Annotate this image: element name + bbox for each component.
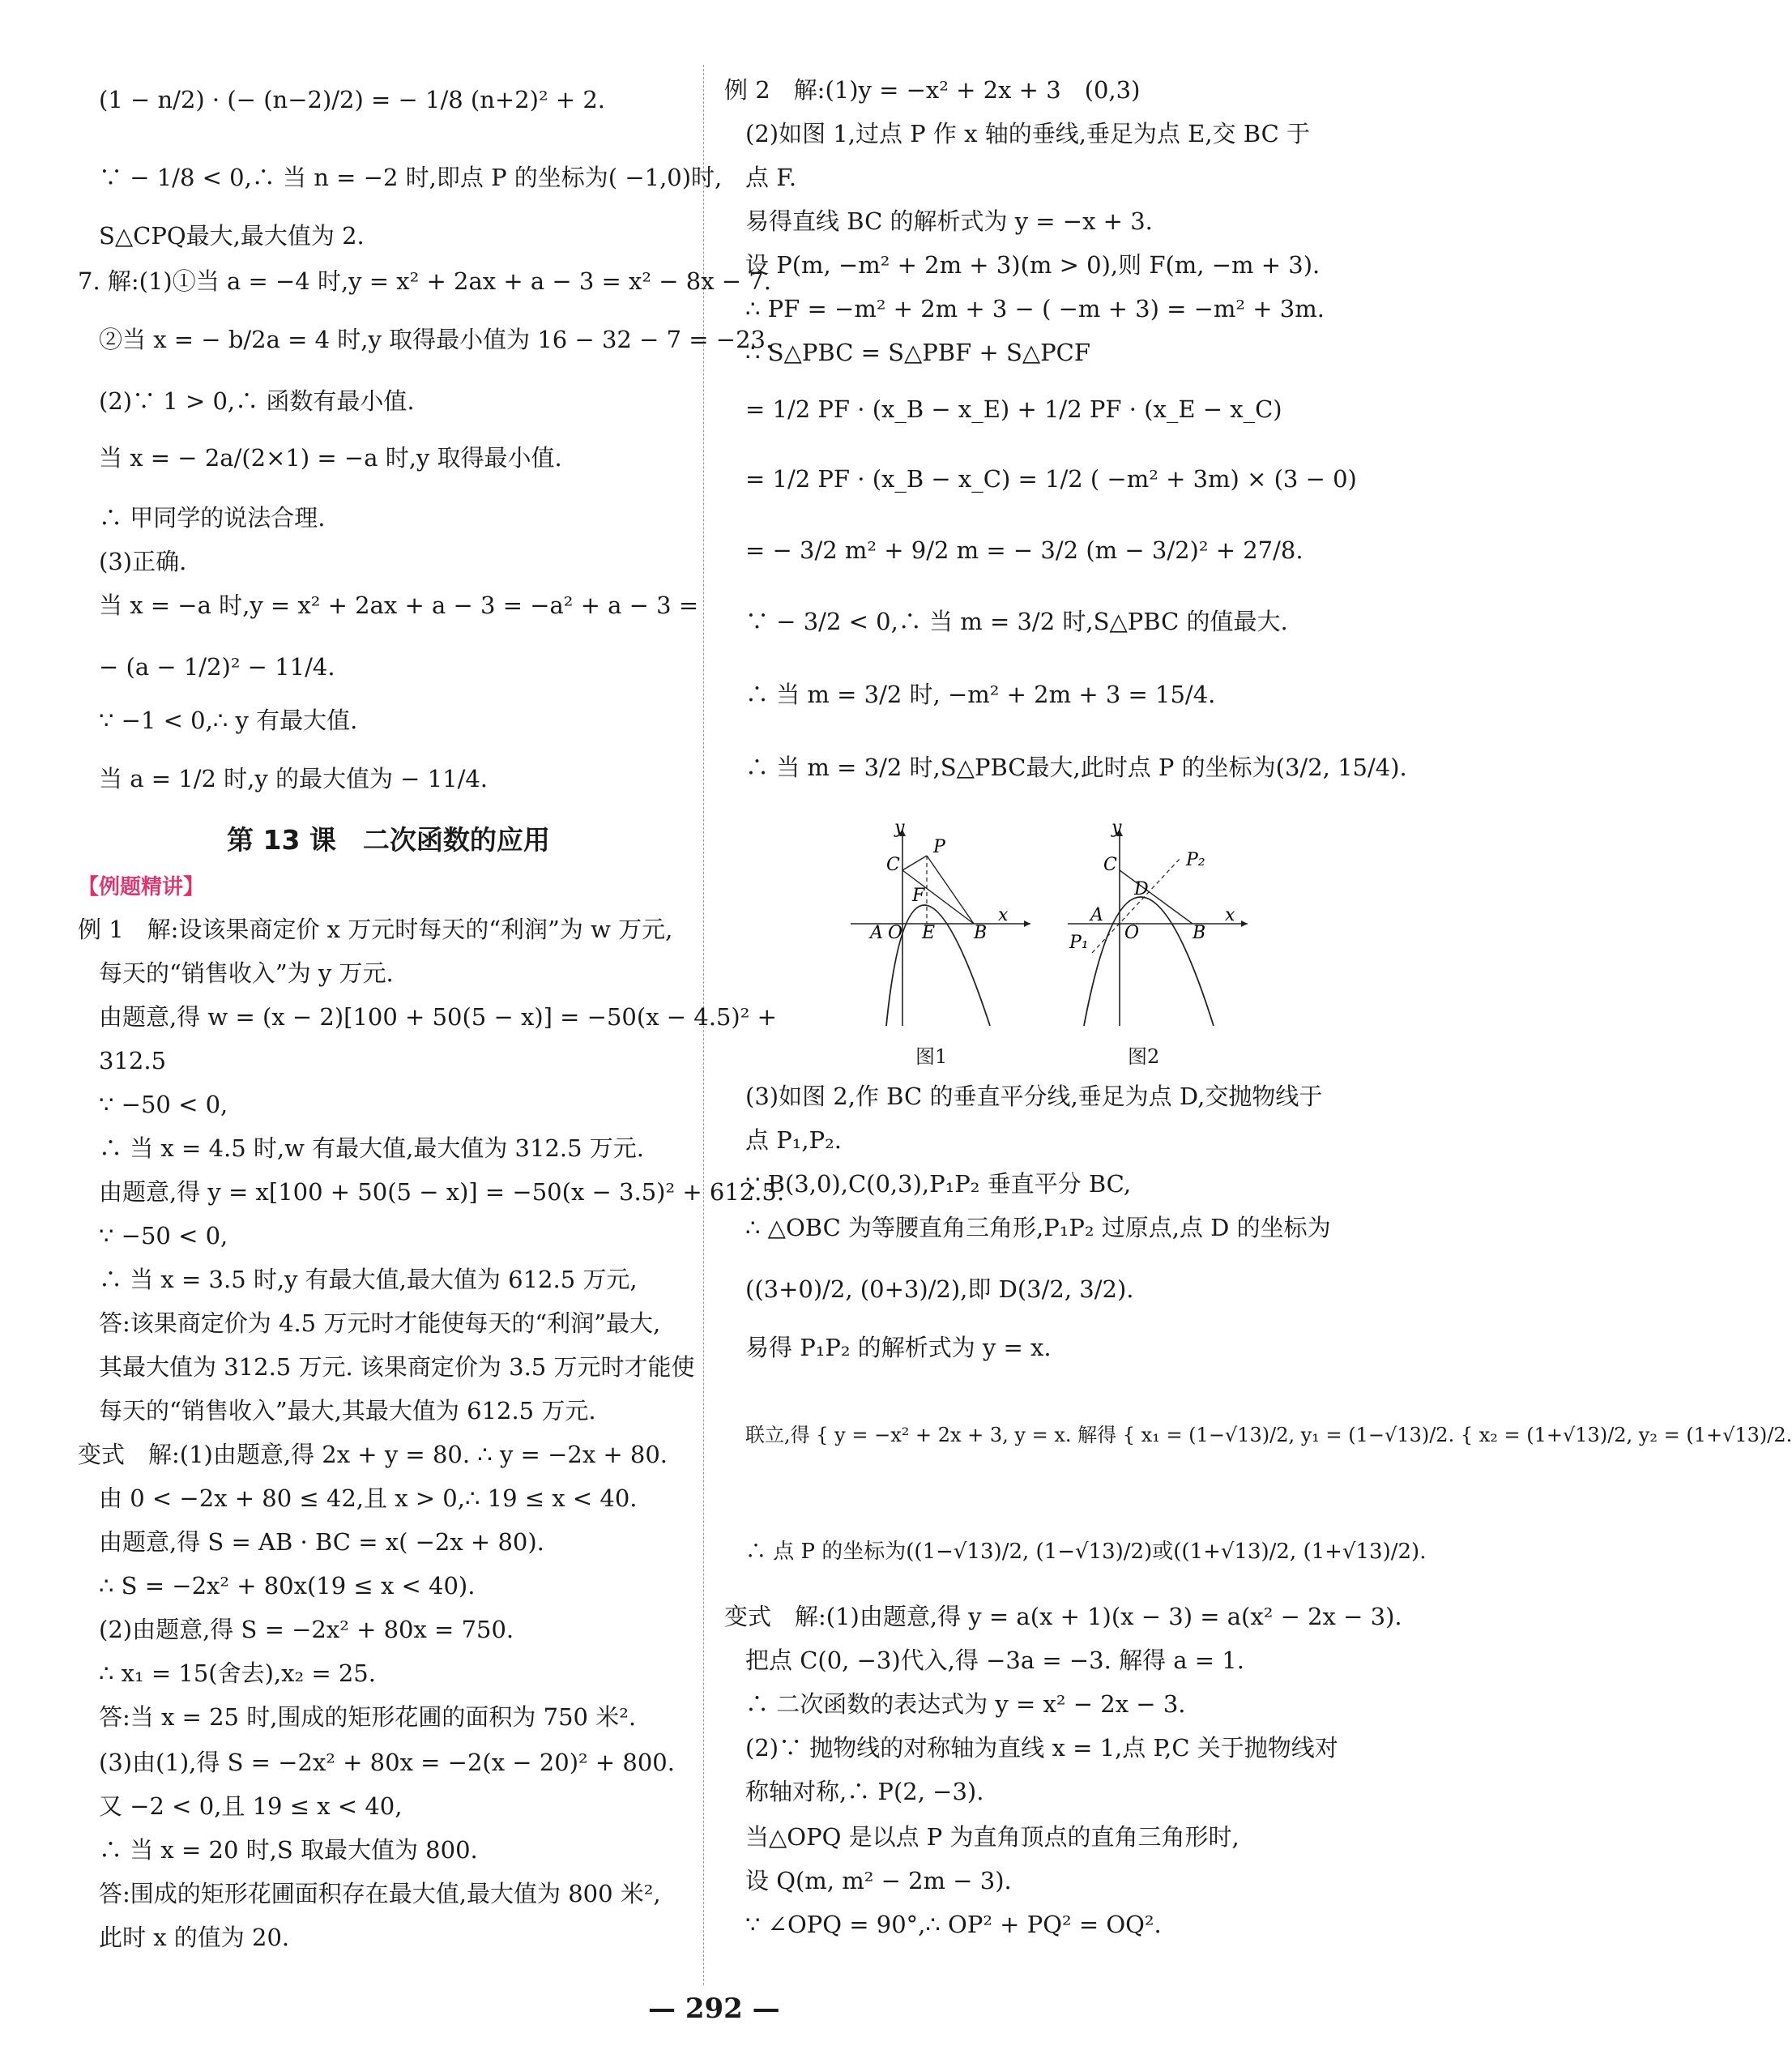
x-axis-arrow [1024, 920, 1030, 927]
text-line: ∴ S = −2x² + 80x(19 ≤ x < 40). [99, 1572, 476, 1600]
label: O [888, 923, 903, 943]
text-line: (2)∵ 1 > 0,∴ 函数有最小值. [99, 387, 415, 415]
text-line: (1 − n/2) · (− (n−2)/2) = − 1/8 (n+2)² + 2. [99, 86, 606, 113]
figure-1 [843, 817, 1037, 1032]
label: B [1193, 923, 1206, 943]
section-tag: 【例题精讲】 [78, 875, 205, 899]
text-line: ∴ 点 P 的坐标为((1−√13)/2, (1−√13)/2)或((1+√13)/2, (1+√13)/2). [745, 1540, 1427, 1564]
text-line: 由题意,得 y = x[100 + 50(5 − x)] = −50(x − 3.5)² + 612.5. [99, 1178, 785, 1206]
text-line: ∴ 甲同学的说法合理. [99, 504, 326, 532]
line-bc [1120, 870, 1193, 924]
text-line: (3)如图 2,作 BC 的垂直平分线,垂足为点 D,交抛物线于 [745, 1083, 1323, 1110]
text-line: ∴ 二次函数的表达式为 y = x² − 2x − 3. [745, 1690, 1186, 1718]
text-line: ∵ −1 < 0,∴ y 有最大值. [99, 707, 358, 734]
text-line: 变式 解:(1)由题意,得 y = a(x + 1)(x − 3) = a(x² − 2x − 3). [724, 1603, 1402, 1630]
text-line: 答:该果商定价为 4.5 万元时才能使每天的“利润”最大, [99, 1309, 661, 1337]
label: D [1134, 879, 1149, 899]
text-line: = − 3/2 m² + 9/2 m = − 3/2 (m − 3/2)² + 27/8. [745, 536, 1303, 564]
figure-2 [1060, 817, 1254, 1032]
text-line: ∵ −50 < 0, [99, 1222, 228, 1249]
text-line: S△CPQ最大,最大值为 2. [99, 222, 365, 250]
text-line: 其最大值为 312.5 万元. 该果商定价为 3.5 万元时才能使 [99, 1353, 695, 1381]
text-line: = 1/2 PF · (x_B − x_E) + 1/2 PF · (x_E − x_C) [745, 395, 1282, 423]
text-line: ∵ − 1/8 < 0,∴ 当 n = −2 时,即点 P 的坐标为( −1,0)时, [99, 164, 723, 191]
text-line: 当 x = − 2a/(2×1) = −a 时,y 取得最小值. [99, 444, 562, 472]
label: y [894, 818, 905, 838]
text-line: (3)由(1),得 S = −2x² + 80x = −2(x − 20)² + 800. [99, 1749, 675, 1776]
text-line: 联立,得 { y = −x² + 2x + 3, y = x. 解得 { x₁ = (1−√13)/2, y₁ = (1−√13)/2. { x₂ = (1+√13)/2, y₂ = (1+√13)/2. [745, 1424, 1792, 1446]
text-line: 把点 C(0, −3)代入,得 −3a = −3. 解得 a = 1. [745, 1647, 1244, 1674]
label: P₁ [1069, 933, 1089, 953]
text-line: ∵ − 3/2 < 0,∴ 当 m = 3/2 时,S△PBC 的值最大. [745, 608, 1288, 635]
text-line: ∵ ∠OPQ = 90°,∴ OP² + PQ² = OQ². [745, 1911, 1162, 1938]
label: x [1225, 905, 1235, 925]
text-line: (2)如图 1,过点 P 作 x 轴的垂线,垂足为点 E,交 BC 于 [745, 120, 1311, 147]
text-line: ∴ x₁ = 15(舍去),x₂ = 25. [99, 1659, 376, 1687]
text-line: ∴ 当 x = 20 时,S 取最大值为 800. [99, 1836, 478, 1864]
text-line: 例 2 解:(1)y = −x² + 2x + 3 (0,3) [724, 76, 1141, 104]
text-line: 点 F. [745, 164, 797, 191]
text-line: 每天的“销售收入”最大,其最大值为 612.5 万元. [99, 1397, 596, 1424]
text-line: ∵ −50 < 0, [99, 1091, 228, 1118]
text-line: (2)∵ 抛物线的对称轴为直线 x = 1,点 P,C 关于抛物线对 [745, 1734, 1338, 1762]
label: O [1124, 923, 1140, 943]
text-line: ∴ PF = −m² + 2m + 3 − ( −m + 3) = −m² + 3m. [745, 295, 1325, 322]
text-line: 7. 解:(1)①当 a = −4 时,y = x² + 2ax + a − 3 = x² − 8x − 7. [78, 267, 771, 295]
label: C [886, 855, 900, 875]
text-line: (3)正确. [99, 548, 187, 575]
text-line: 当 x = −a 时,y = x² + 2ax + a − 3 = −a² + a − 3 = [99, 592, 699, 619]
text-line: 设 Q(m, m² − 2m − 3). [745, 1867, 1012, 1894]
label: A [870, 923, 883, 943]
parabola [1084, 897, 1214, 1026]
text-line: ∵ B(3,0),C(0,3),P₁P₂ 垂直平分 BC, [745, 1170, 1132, 1198]
text-line: 变式 解:(1)由题意,得 2x + y = 80. ∴ y = −2x + 80. [78, 1441, 668, 1468]
label: x [998, 905, 1009, 925]
text-line: 设 P(m, −m² + 2m + 3)(m > 0),则 F(m, −m + 3). [745, 251, 1321, 279]
text-line: 点 P₁,P₂. [745, 1126, 842, 1154]
text-line: 当△OPQ 是以点 P 为直角顶点的直角三角形时, [745, 1823, 1239, 1851]
text-line: 称轴对称,∴ P(2, −3). [745, 1778, 984, 1805]
text-line: ∴ 当 m = 3/2 时, −m² + 2m + 3 = 15/4. [745, 681, 1216, 708]
text-line: 由 0 < −2x + 80 ≤ 42,且 x > 0,∴ 19 ≤ x < 40. [99, 1484, 638, 1512]
segment-cp [902, 856, 927, 870]
text-line: 易得 P₁P₂ 的解析式为 y = x. [745, 1334, 1052, 1361]
text-line: 每天的“销售收入”为 y 万元. [99, 959, 394, 987]
text-line: 答:当 x = 25 时,围成的矩形花圃的面积为 750 米². [99, 1703, 637, 1731]
label: B [974, 923, 988, 943]
text-line: 当 a = 1/2 时,y 的最大值为 − 11/4. [99, 765, 489, 792]
label: F [912, 886, 925, 906]
label: P₂ [1186, 850, 1205, 870]
page-number: — 292 — [648, 1993, 780, 2025]
text-line: ②当 x = − b/2a = 4 时,y 取得最小值为 16 − 32 − 7 = −23. [99, 326, 774, 353]
text-line: 由题意,得 w = (x − 2)[100 + 50(5 − x)] = −50(x − 4.5)² + [99, 1003, 777, 1031]
label: P [933, 837, 945, 857]
text-line: = 1/2 PF · (x_B − x_C) = 1/2 ( −m² + 3m) × (3 − 0) [745, 465, 1357, 493]
label: A [1090, 905, 1103, 925]
figure-1-caption: 图1 [915, 1045, 948, 1068]
text-line: 例 1 解:设该果商定价 x 万元时每天的“利润”为 w 万元, [78, 916, 673, 943]
lesson-title: 第 13 课 二次函数的应用 [227, 824, 550, 856]
figure-2-caption: 图2 [1128, 1045, 1160, 1068]
segment-pb [927, 856, 974, 924]
text-line: − (a − 1/2)² − 11/4. [99, 653, 335, 681]
text-line: ∴ 当 m = 3/2 时,S△PBC最大,此时点 P 的坐标为(3/2, 15/4). [745, 754, 1407, 781]
text-line: 又 −2 < 0,且 19 ≤ x < 40, [99, 1792, 403, 1820]
text-line: 易得直线 BC 的解析式为 y = −x + 3. [745, 207, 1153, 235]
text-line: ∴ △OBC 为等腰直角三角形,P₁P₂ 过原点,点 D 的坐标为 [745, 1214, 1331, 1241]
text-line: ∴ 当 x = 3.5 时,y 有最大值,最大值为 612.5 万元, [99, 1266, 638, 1293]
label: C [1103, 855, 1117, 875]
text-line: ((3+0)/2, (0+3)/2),即 D(3/2, 3/2). [745, 1275, 1134, 1303]
label: y [1111, 818, 1122, 838]
text-line: 由题意,得 S = AB · BC = x( −2x + 80). [99, 1528, 544, 1556]
text-line: 此时 x 的值为 20. [99, 1924, 290, 1951]
x-axis-arrow [1241, 920, 1248, 927]
text-line: ∴ 当 x = 4.5 时,w 有最大值,最大值为 312.5 万元. [99, 1134, 645, 1162]
text-line: (2)由题意,得 S = −2x² + 80x = 750. [99, 1616, 514, 1643]
text-line: ∴ S△PBC = S△PBF + S△PCF [745, 339, 1090, 366]
text-line: 312.5 [99, 1047, 167, 1074]
text-line: 答:围成的矩形花圃面积存在最大值,最大值为 800 米², [99, 1880, 661, 1907]
label: E [922, 923, 936, 943]
